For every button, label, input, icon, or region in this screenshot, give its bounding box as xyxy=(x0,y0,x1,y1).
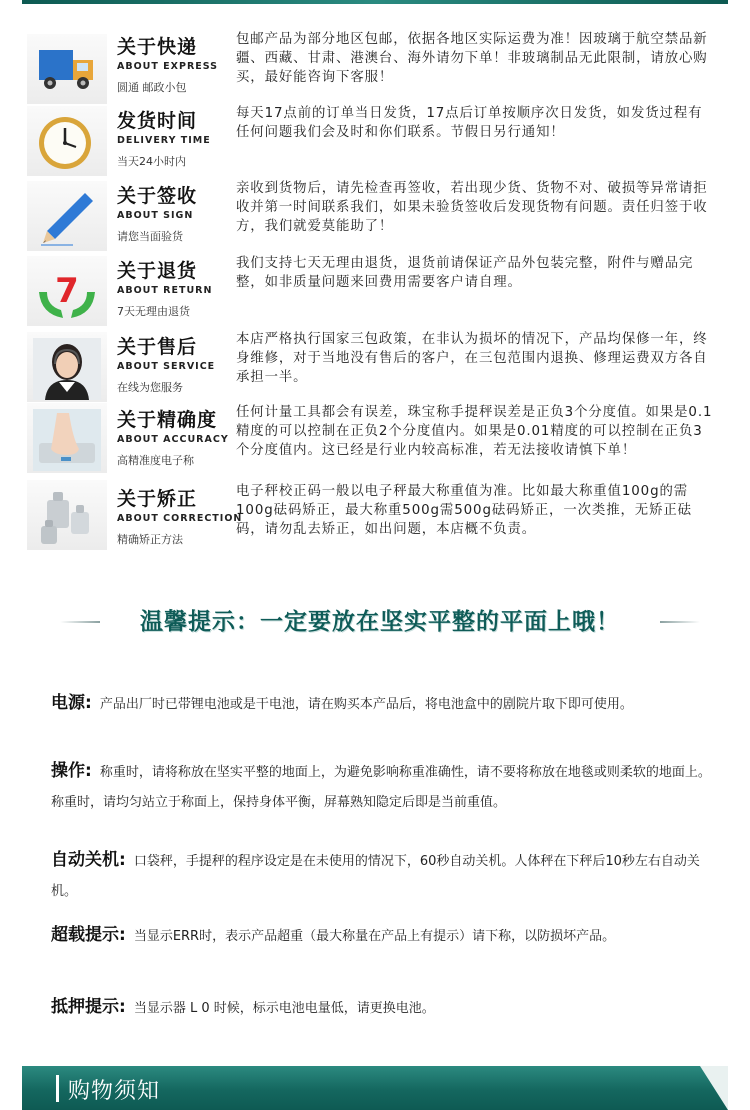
note-label: 操作: xyxy=(51,761,92,781)
svg-text:7: 7 xyxy=(55,271,79,311)
policy-subtitle: 请您当面验货 xyxy=(117,230,183,243)
note-power xyxy=(51,688,711,720)
policy-en-title: ABOUT RETURN xyxy=(117,285,213,296)
policy-title: 关于退货 xyxy=(117,260,198,282)
pen-icon xyxy=(27,181,107,251)
foot-on-scale-icon xyxy=(27,403,107,473)
policy-description: 每天17点前的订单当日发货，17点后订单按顺序次日发货，如发货过程有任何问题我们会及时和你们联系。节假日另行通知！ xyxy=(236,106,703,140)
policy-title: 关于快递 xyxy=(117,36,198,58)
delivery-truck-icon xyxy=(27,34,107,104)
policy-description: 任何计量工具都会有误差，珠宝称手提秤误差是正负3个分度值。如果是0.1精度的可以控制在正负2个分度值内。如果是0.01精度的可以控制在正负3个分度值内。这已经是行业内较高标准，若无法接收请慎下单！ xyxy=(236,405,713,458)
note-low-battery xyxy=(51,992,711,1024)
policy-description: 电子秤校正码一般以电子秤最大称重值为准。比如最大称重值100g的需100g砝码矫正，最大称重500g需500g砝码矫正，一次类推，无矫正砝码，请勿乱去矫正，如出问题，本店概不负责。 xyxy=(236,484,692,537)
policy-en-title: ABOUT SERVICE xyxy=(117,361,216,372)
header-accent-line xyxy=(56,1075,59,1102)
seven-day-return-icon xyxy=(27,256,107,326)
note-overload xyxy=(51,920,711,952)
note-text: 口袋秤，手提秤的程序设定是在未使用的情况下，60秒自动关机。人体秤在下秤后10秒左右自动关机。 xyxy=(51,854,700,899)
tip-banner xyxy=(60,595,700,647)
policy-en-title: ABOUT CORRECTION xyxy=(117,513,243,524)
policy-title: 关于矫正 xyxy=(117,488,198,510)
note-text: 当显示器 L 0 时候，标示电池电量低，请更换电池。 xyxy=(133,1001,435,1016)
clock-icon xyxy=(27,106,107,176)
policy-description: 本店严格执行国家三包政策，在非认为损坏的情况下，产品均保修一年，终身维修，对于当地没有售后的客户，在三包范围内退换、修理运费双方各自承担一半。 xyxy=(236,332,708,385)
policy-subtitle: 当天24小时内 xyxy=(117,155,186,168)
note-operation xyxy=(51,756,711,818)
policy-en-title: ABOUT EXPRESS xyxy=(117,61,219,72)
shopping-notice-header xyxy=(22,1066,728,1110)
policy-en-title: ABOUT ACCURACY xyxy=(117,434,229,445)
policy-subtitle: 7天无理由退货 xyxy=(117,305,190,318)
note-label: 抵押提示: xyxy=(51,997,126,1017)
policy-description: 包邮产品为部分地区包邮，依据各地区实际运费为准！因玻璃于航空禁品新疆、西藏、甘肃、港澳台、海外请勿下单！非玻璃制品无此限制，请放心购买，最好能咨询下客服！ xyxy=(236,32,708,85)
note-label: 超载提示: xyxy=(51,925,126,945)
policy-title: 关于签收 xyxy=(117,185,198,207)
calibration-weights-icon xyxy=(27,480,107,550)
policy-subtitle: 在线为您服务 xyxy=(117,381,183,394)
note-label: 电源: xyxy=(51,693,92,713)
policy-title: 发货时间 xyxy=(117,110,198,132)
shopping-notice-title: 购物须知 xyxy=(68,1079,161,1104)
policy-title: 关于精确度 xyxy=(117,409,218,431)
note-text: 称重时，请将称放在坚实平整的地面上，为避免影响称重准确性，请不要将称放在地毯或则柔软的地面上。称重时，请均匀站立于称面上，保持身体平衡，屏幕熟知隐定后即是当前重值。 xyxy=(51,765,711,810)
policy-subtitle: 精确矫正方法 xyxy=(117,533,183,546)
note-label: 自动关机: xyxy=(51,850,126,870)
tip-text: 温馨提示：一定要放在坚实平整的平面上哦！ xyxy=(140,609,620,635)
policy-description: 亲收到货物后，请先检查再签收，若出现少货、货物不对、破损等异常请拒收并第一时间联系我们，如果未验货签收后发现货物有问题。责任归签于收方，我们就爱莫能助了！ xyxy=(236,181,708,234)
policy-en-title: ABOUT SIGN xyxy=(117,210,194,221)
note-text: 产品出厂时已带锂电池或是干电池，请在购买本产品后，将电池盒中的剧院片取下即可使用。 xyxy=(99,697,633,712)
customer-service-icon xyxy=(27,332,107,402)
policy-description: 我们支持七天无理由退货，退货前请保证产品外包装完整，附件与赠品完整，如非质量问题来回费用需要客户请自理。 xyxy=(236,256,694,290)
policy-en-title: DELIVERY TIME xyxy=(117,135,211,146)
note-text: 当显示ERR时，表示产品超重（最大称量在产品上有提示）请下称，以防损坏产品。 xyxy=(133,929,616,944)
page-fold-corner-icon xyxy=(700,1066,728,1110)
top-divider-bar xyxy=(22,0,728,4)
policy-title: 关于售后 xyxy=(117,336,198,358)
note-auto-off xyxy=(51,845,711,907)
policy-subtitle: 高精准度电子称 xyxy=(117,454,194,467)
policy-subtitle: 圆通 邮政小包 xyxy=(117,81,187,94)
